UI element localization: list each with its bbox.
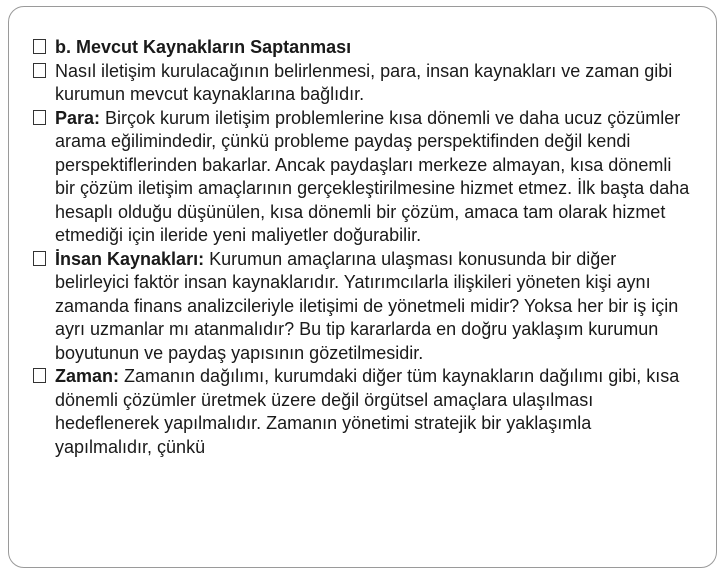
item-text: Nasıl iletişim kurulacağının belirlenmesi, para, insan kaynakları ve zaman gibi kurumun mevcut kaynaklarına bağlıdır.: [55, 60, 673, 104]
bullet-item-time: [33, 365, 693, 459]
item-label: Zaman:: [55, 366, 120, 386]
item-text: Birçok kurum iletişim problemlerine kısa dönemli ve daha ucuz çözümler arama eğilimindedir, çünkü probleme paydaş perspektifinden değil kendi perspektiflerinden bakarlar. Ancak paydaşları merkeze almayan, kısa dönemli bir çözüm iletişim amaçlarının gerçekleştirilmesine hizmet etmez. İlk başta daha hesaplı olduğu düşünülen, kısa dönemli bir çözüm, amaca tam olarak hizmet etmediği için ileride yeni maliyetler doğurabilir.: [55, 107, 690, 245]
bullet-icon: [33, 110, 46, 125]
section-heading: [33, 36, 693, 60]
bullet-icon: [33, 63, 46, 78]
bullet-item-human-resources: [33, 248, 693, 366]
bullet-icon: [33, 368, 46, 383]
item-text: Kurumun amaçlarına ulaşması konusunda bir diğer belirleyici faktör insan kaynaklarıdır. Yatırımcılarla ilişkileri yöneten kişi aynı zamanda finans analizcileriyle iletişimi de yönetmeli midir? Yoksa her bir iş için ayrı uzmanlar mı atanmalıdır? Bu tip kararlarda en doğru yaklaşım kurumun boyutunun ve paydaş yapısının gözetilmesidir.: [55, 248, 679, 363]
bullet-item-resources: [33, 60, 693, 107]
bullet-item-money: [33, 107, 693, 248]
item-text: Zamanın dağılımı, kurumdaki diğer tüm kaynakların dağılımı gibi, kısa dönemli çözümler üretmek üzere değil örgütsel amaçlara ulaşılması hedeflenerek yapılmalıdır. Zamanın yönetimi stratejik bir yaklaşımla yapılmalıdır, çünkü: [55, 366, 680, 457]
bullet-icon: [33, 39, 46, 54]
item-label: İnsan Kaynakları:: [55, 248, 205, 269]
slide-content: [33, 36, 693, 459]
bullet-icon: [33, 251, 46, 266]
item-label: Para:: [55, 107, 101, 128]
heading-text: b. Mevcut Kaynakların Saptanması: [55, 37, 352, 57]
